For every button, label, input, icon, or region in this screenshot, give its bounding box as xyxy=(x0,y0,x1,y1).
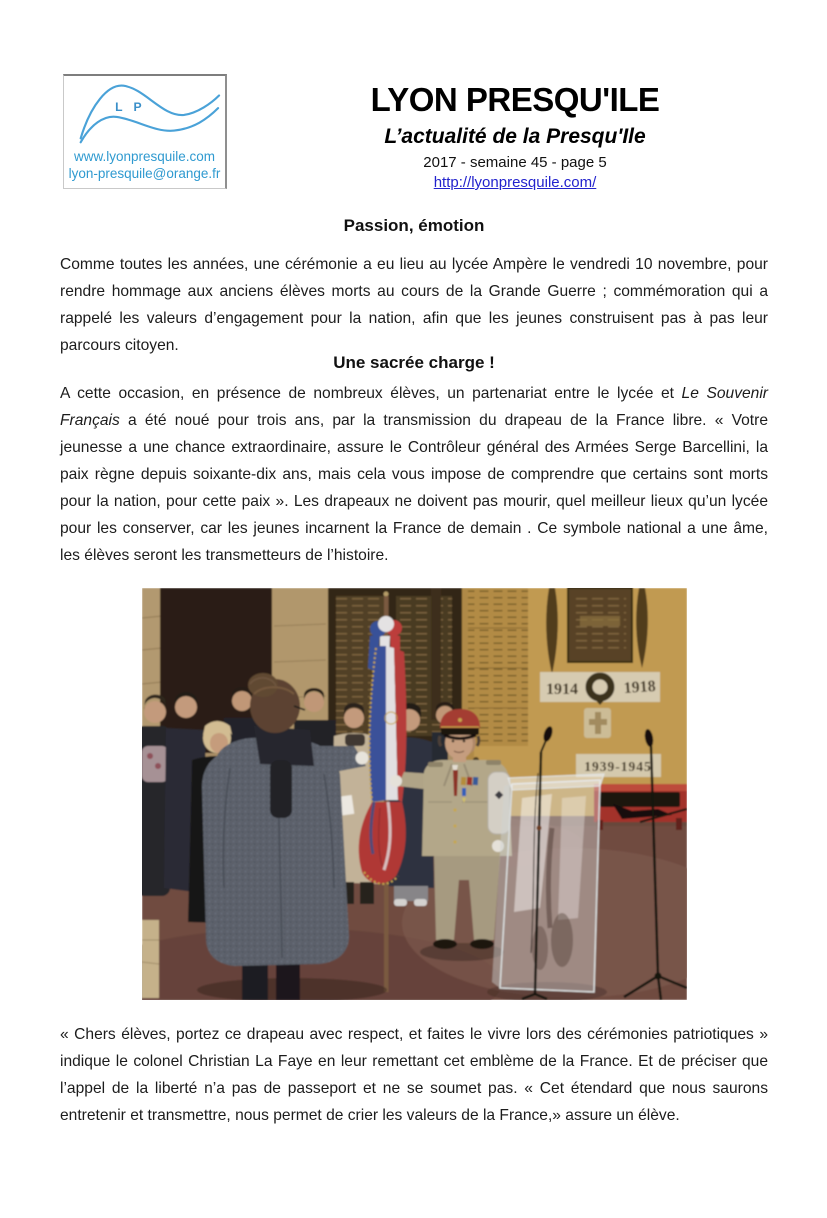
paragraph-chers-eleves: « Chers élèves, portez ce drapeau avec respect, et faites le vivre lors des cérémonies patriotiques » indique le colonel Christian La Faye en leur remettant cet emblème de la France. Et de préciser que l’appel de la liberté n’a pas de passeport et ne se soumet pas. « Cet étendard que nous saurons entretenir et transmettre, nous permet de crier les valeurs de la France,» assure un élève. xyxy=(60,1026,768,1124)
newsletter-link[interactable]: http://lyonpresquile.com/ xyxy=(433,174,597,191)
newsletter-subtitle: L’actualité de la Presqu'Ile xyxy=(384,125,646,148)
para2-italic-souvenir-francais: Le Souvenir Français xyxy=(60,385,768,429)
paragraph-partenariat xyxy=(60,380,768,569)
logo-waves-icon xyxy=(64,76,226,152)
ceremony-photo xyxy=(142,588,687,1000)
article-heading-charge: Une sacrée charge ! xyxy=(333,353,495,372)
newsletter-title: LYON PRESQU'ILE xyxy=(370,81,660,118)
logo-initials: L P xyxy=(115,100,146,115)
logo-email: lyon-presquile@orange.fr xyxy=(68,166,221,181)
para2-text: A cette occasion, en présence de nombreux élèves, un partenariat entre le lycée et xyxy=(60,385,682,402)
logo-website: www.lyonpresquile.com xyxy=(73,149,216,164)
masthead xyxy=(295,82,735,191)
paragraph-ceremonie: Comme toutes les années, une cérémonie a eu lieu au lycée Ampère le vendredi 10 novembre, pour rendre hommage aux anciens élèves morts au cours de la Grande Guerre ; commémoration qui a rappelé les valeurs d’engagement pour la nation, afin que les jeunes construisent pas à pas leur parcours citoyen. xyxy=(60,256,768,354)
para2-text-suite: a été noué pour trois ans, par la transmission du drapeau de la France libre. « Votre jeunesse a une chance extraordinaire, assure le Contrôleur général des Armées Serge Barcellini, la paix règne depuis soixante-dix ans, mais cela vous impose de comprendre que certains sont morts pour la nation, pour cette paix ». Les drapeaux ne doivent pas mourir, quel meilleur lieux qu’un lycée pour les conserver, car les jeunes incarnent la France de demain . Ce symbole national a une âme, les élèves seront les transmetteurs de l’histoire. xyxy=(60,412,768,564)
ceremony-photo-image xyxy=(142,588,687,1000)
edition-line: 2017 - semaine 45 - page 5 xyxy=(423,154,607,171)
newsletter-logo xyxy=(63,74,227,189)
article-heading-passion: Passion, émotion xyxy=(343,216,485,235)
